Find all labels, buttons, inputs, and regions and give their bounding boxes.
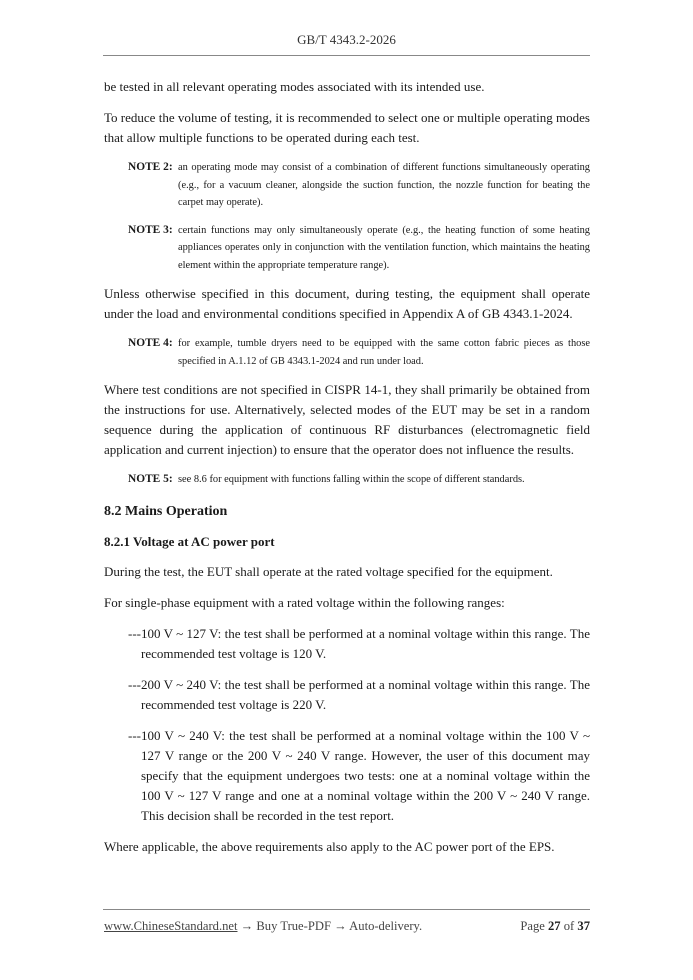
buy-text: Buy True-PDF bbox=[256, 919, 331, 933]
page-word: Page bbox=[520, 919, 545, 933]
arrow-right-icon: → bbox=[240, 919, 254, 933]
page-number bbox=[520, 919, 590, 934]
paragraph: During the test, the EUT shall operate at the rated voltage specified for the equipment. bbox=[104, 563, 553, 579]
note-text: see 8.6 for equipment with functions falling within the scope of different standards. bbox=[178, 474, 525, 485]
paragraph: To reduce the volume of testing, it is recommended to select one or multiple operating modes that allow multiple functions to be operated during each test. bbox=[104, 110, 590, 145]
section-heading: 8.2 Mains Operation bbox=[104, 503, 228, 519]
note-3 bbox=[104, 222, 590, 275]
list-item-text: 200 V ~ 240 V: the test shall be performed at a nominal voltage within this range. The recommended test voltage is 220 V. bbox=[141, 676, 590, 712]
page-header: GB/T 4343.2-2026 bbox=[297, 32, 396, 47]
header-divider bbox=[103, 55, 590, 56]
subsection-heading: 8.2.1 Voltage at AC power port bbox=[104, 533, 275, 549]
paragraph: be tested in all relevant operating modes associated with its intended use. bbox=[104, 79, 485, 94]
list-dash: --- bbox=[128, 727, 141, 743]
list-item bbox=[104, 726, 590, 826]
list-item-text: 100 V ~ 240 V: the test shall be performed at a nominal voltage within the 100 V ~ 127 V range or the 200 V ~ 240 V range. However, the user of this document may specify that the equipment undergoes two tests: one at a nominal voltage within the 100 V ~ 127 V range and one at a nominal voltage within the 200 V ~ 240 V range. This decision shall be recorded in the test report. bbox=[141, 727, 590, 823]
note-text: certain functions may only simultaneously operate (e.g., the heating function of some heating appliances operates only in conjunction with the ventilation function, which maintains the heating element within the appropriate temperature range). bbox=[178, 224, 590, 271]
total-pages: 37 bbox=[577, 919, 590, 933]
site-link[interactable]: www.ChineseStandard.net bbox=[104, 919, 238, 933]
note-text: for example, tumble dryers need to be equipped with the same cotton fabric pieces as those specified in A.1.12 of GB 4343.1-2024 and run under load. bbox=[178, 338, 590, 367]
list-item bbox=[104, 675, 590, 715]
note-text: an operating mode may consist of a combination of different functions simultaneously operating (e.g., for a vacuum cleaner, alongside the suction function, the nozzle function for beating the carpet may operate). bbox=[178, 162, 590, 208]
current-page: 27 bbox=[548, 919, 561, 933]
footer-divider bbox=[103, 909, 590, 910]
note-label: NOTE 5: bbox=[128, 473, 173, 485]
note-label: NOTE 4: bbox=[128, 337, 173, 349]
list-item-text: 100 V ~ 127 V: the test shall be performed at a nominal voltage within this range. The recommended test voltage is 120 V. bbox=[141, 625, 590, 661]
note-2 bbox=[104, 159, 590, 212]
paragraph: Where applicable, the above requirements also apply to the AC power port of the EPS. bbox=[104, 838, 555, 854]
delivery-text: Auto-delivery. bbox=[349, 919, 423, 933]
footer-links bbox=[104, 919, 422, 934]
note-label: NOTE 3: bbox=[128, 223, 173, 236]
list-dash: --- bbox=[128, 676, 141, 692]
arrow-right-icon: → bbox=[334, 919, 347, 933]
paragraph: Where test conditions are not specified in CISPR 14-1, they shall primarily be obtained from the instructions for use. Alternatively, selected modes of the EUT may be set in a random sequence during the application of continuous RF disturbances (electromagnetic field application and current injection) to ensure that the operator does not influence the results. bbox=[104, 382, 590, 457]
paragraph: Unless otherwise specified in this document, during testing, the equipment shall operate under the load and environmental conditions specified in Appendix A of GB 4343.1-2024. bbox=[104, 286, 590, 321]
note-label: NOTE 2: bbox=[128, 161, 173, 173]
of-word: of bbox=[563, 919, 575, 933]
document-body bbox=[104, 77, 590, 868]
list-dash: --- bbox=[128, 625, 141, 641]
paragraph: For single-phase equipment with a rated voltage within the following ranges: bbox=[104, 594, 505, 610]
note-4 bbox=[104, 335, 590, 370]
list-item bbox=[104, 624, 590, 664]
note-5 bbox=[104, 471, 590, 489]
